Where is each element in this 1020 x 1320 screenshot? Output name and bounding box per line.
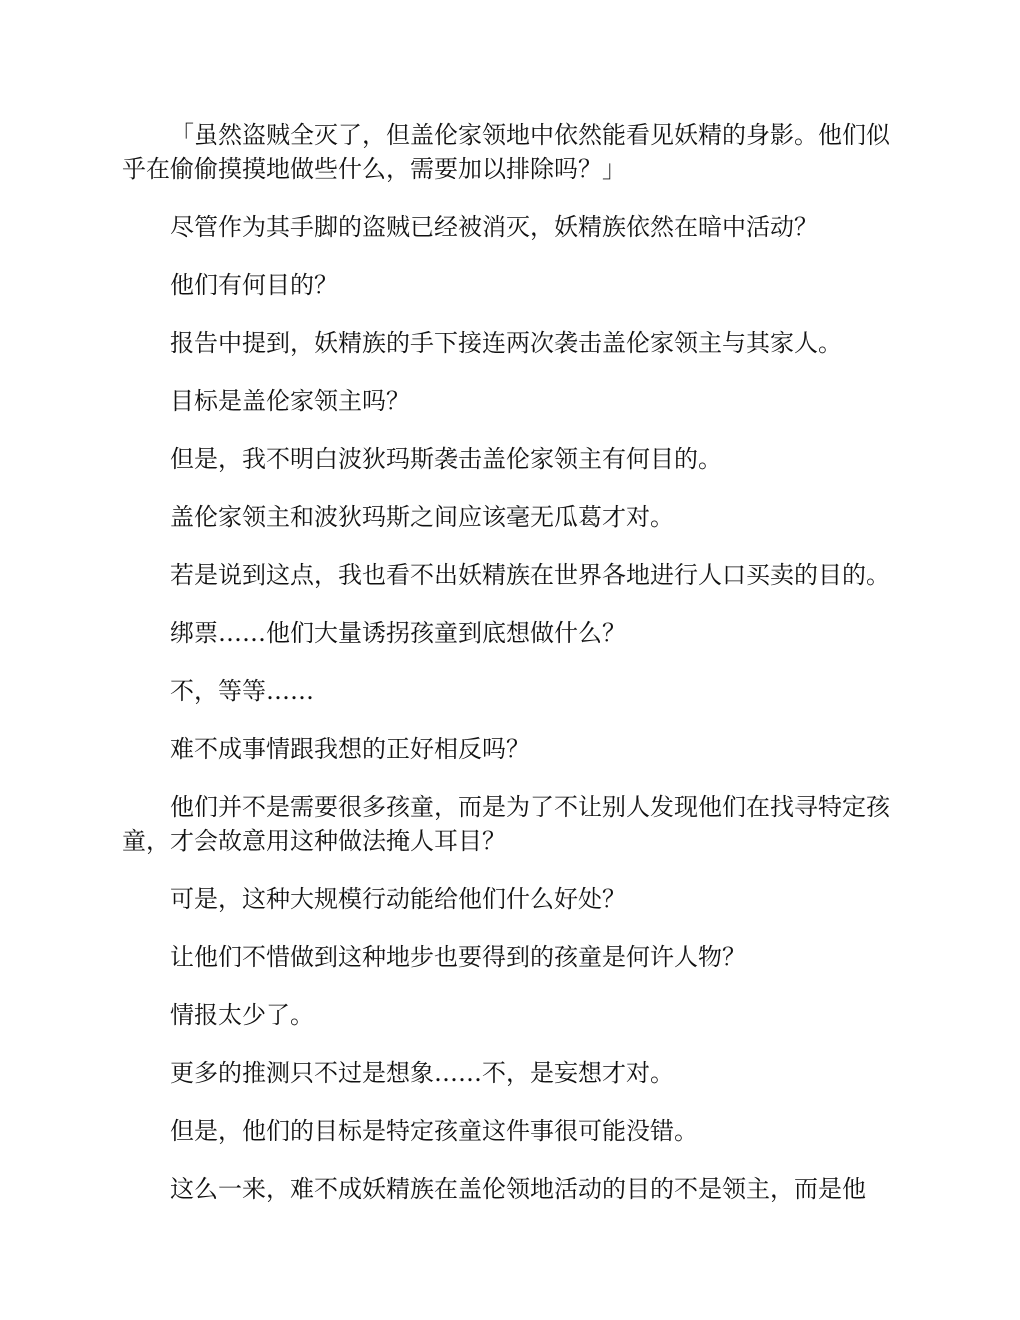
paragraph-3: 他们有何目的？ [170,271,338,299]
paragraph-11: 难不成事情跟我想的正好相反吗？ [170,735,530,763]
paragraph-18: 这么一来，难不成妖精族在盖伦领地活动的目的不是领主，而是他 [170,1175,866,1203]
paragraph-6: 但是，我不明白波狄玛斯袭击盖伦家领主有何目的。 [170,445,722,473]
paragraph-17: 但是，他们的目标是特定孩童这件事很可能没错。 [170,1117,698,1145]
paragraph-2: 尽管作为其手脚的盗贼已经被消灭，妖精族依然在暗中活动？ [170,213,818,241]
paragraph-8: 若是说到这点，我也看不出妖精族在世界各地进行人口买卖的目的。 [170,561,890,589]
paragraph-14: 让他们不惜做到这种地步也要得到的孩童是何许人物？ [170,943,746,971]
paragraph-10: 不，等等…… [170,677,314,705]
paragraph-5: 目标是盖伦家领主吗？ [170,387,410,415]
paragraph-9: 绑票……他们大量诱拐孩童到底想做什么？ [170,619,626,647]
paragraph-15: 情报太少了。 [170,1001,314,1029]
paragraph-16: 更多的推测只不过是想象……不，是妄想才对。 [170,1059,674,1087]
paragraph-1: 「虽然盗贼全灭了，但盖伦家领地中依然能看见妖精的身影。他们似乎在偷偷摸摸地做些什么，需要加以排除吗？」 [122,121,890,183]
paragraph-4: 报告中提到，妖精族的手下接连两次袭击盖伦家领主与其家人。 [170,329,842,357]
paragraph-13: 可是，这种大规模行动能给他们什么好处？ [170,885,626,913]
paragraph-7: 盖伦家领主和波狄玛斯之间应该毫无瓜葛才对。 [170,503,674,531]
paragraph-12: 他们并不是需要很多孩童，而是为了不让别人发现他们在找寻特定孩童，才会故意用这种做法掩人耳目？ [122,793,890,855]
